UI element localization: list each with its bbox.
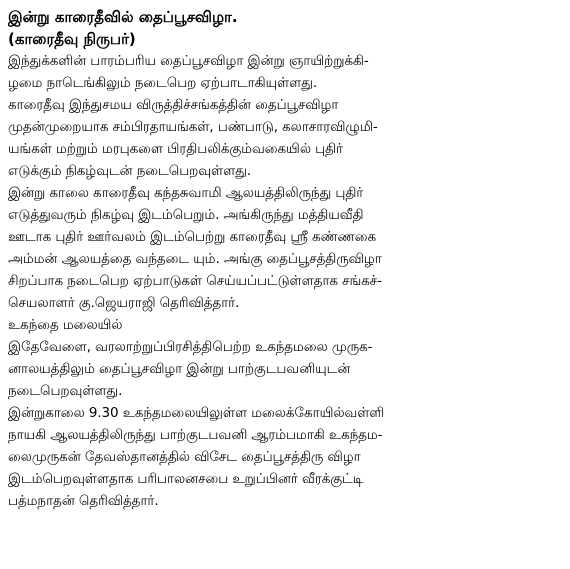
body-line: யங்கள் மற்றும் மரபுகளை பிரதிபலிக்கும்வகையில் புதிர் xyxy=(8,141,343,157)
body-line: காரைதீவு இந்துசமய விருத்திச்சங்கத்தின் தைப்பூசவிழா xyxy=(8,97,339,113)
body-line: முதன்முறையாக சம்பிரதாயங்கள், பண்பாடு, கலாசாரவிழுமி- xyxy=(8,119,378,135)
body-line: ஊடாக புதிர் ஊர்வலம் இடம்பெற்று காரைதீவு ஸ்ரீ கண்ணகை xyxy=(8,229,377,245)
body-line: எடுக்கும் நிகழ்வுடன் நடைபெறவுள்ளது. xyxy=(8,163,252,179)
article-headline: இன்று காரைதீவில் தைப்பூசவிழா. xyxy=(8,8,238,26)
body-line: நடைபெறவுள்ளது. xyxy=(8,383,123,399)
body-line: இன்றுகாலை 9.30 உகந்தமலையிலுள்ள மலைக்கோயில்வள்ளி xyxy=(8,405,385,421)
body-line: இதேவேளை, வரலாற்றுப்பிரசித்திபெற்ற உகந்தமலை முருக- xyxy=(8,339,373,355)
body-line: னாலயத்திலும் தைப்பூசவிழா இன்று பாற்குடபவனியுடன் xyxy=(8,361,351,377)
body-line: பத்மநாதன் தெரிவித்தார். xyxy=(8,493,159,509)
body-line: இடம்பெறவுள்ளதாக பரிபாலனசபை உறுப்பினர் வீரக்குட்டி xyxy=(8,471,364,487)
body-line: ழமை நாடெங்கிலும் நடைபெற ஏற்பாடாகியுள்ளது. xyxy=(8,75,318,91)
news-article xyxy=(8,6,564,512)
body-line: அம்மன் ஆலயத்தை வந்தடை யும். அங்கு தைப்பூசத்திருவிழா xyxy=(8,251,382,267)
body-line: சிறப்பாக நடைபெற ஏற்பாடுகள் செய்யப்பட்டுள்ளதாக சங்கச்- xyxy=(8,273,382,289)
body-line: செயலாளர் கு.ஜெயராஜி தெரிவித்தார். xyxy=(8,295,240,311)
body-line: இன்று காலை காரைதீவு கந்தசுவாமி ஆலயத்திலிருந்து புதிர் xyxy=(8,185,364,201)
body-line: நாயகி ஆலயத்திலிருந்து பாற்குடபவனி ஆரம்பமாகி உகந்தம- xyxy=(8,427,383,443)
body-line: லைமுருகன் தேவஸ்தானத்தில் விசேட தைப்பூசத்திரு விழா xyxy=(8,449,361,465)
body-line: இந்துக்களின் பாரம்பரிய தைப்பூசவிழா இன்று ஞாயிற்றுக்கி- xyxy=(8,53,369,69)
section-subheading: உகந்தை மலையில் xyxy=(8,317,123,333)
article-byline: (காரைதீவு நிருபர்) xyxy=(8,30,136,48)
body-line: எடுத்துவரும் நிகழ்வு இடம்பெறும். அங்கிருந்து மத்தியவீதி xyxy=(8,207,364,223)
